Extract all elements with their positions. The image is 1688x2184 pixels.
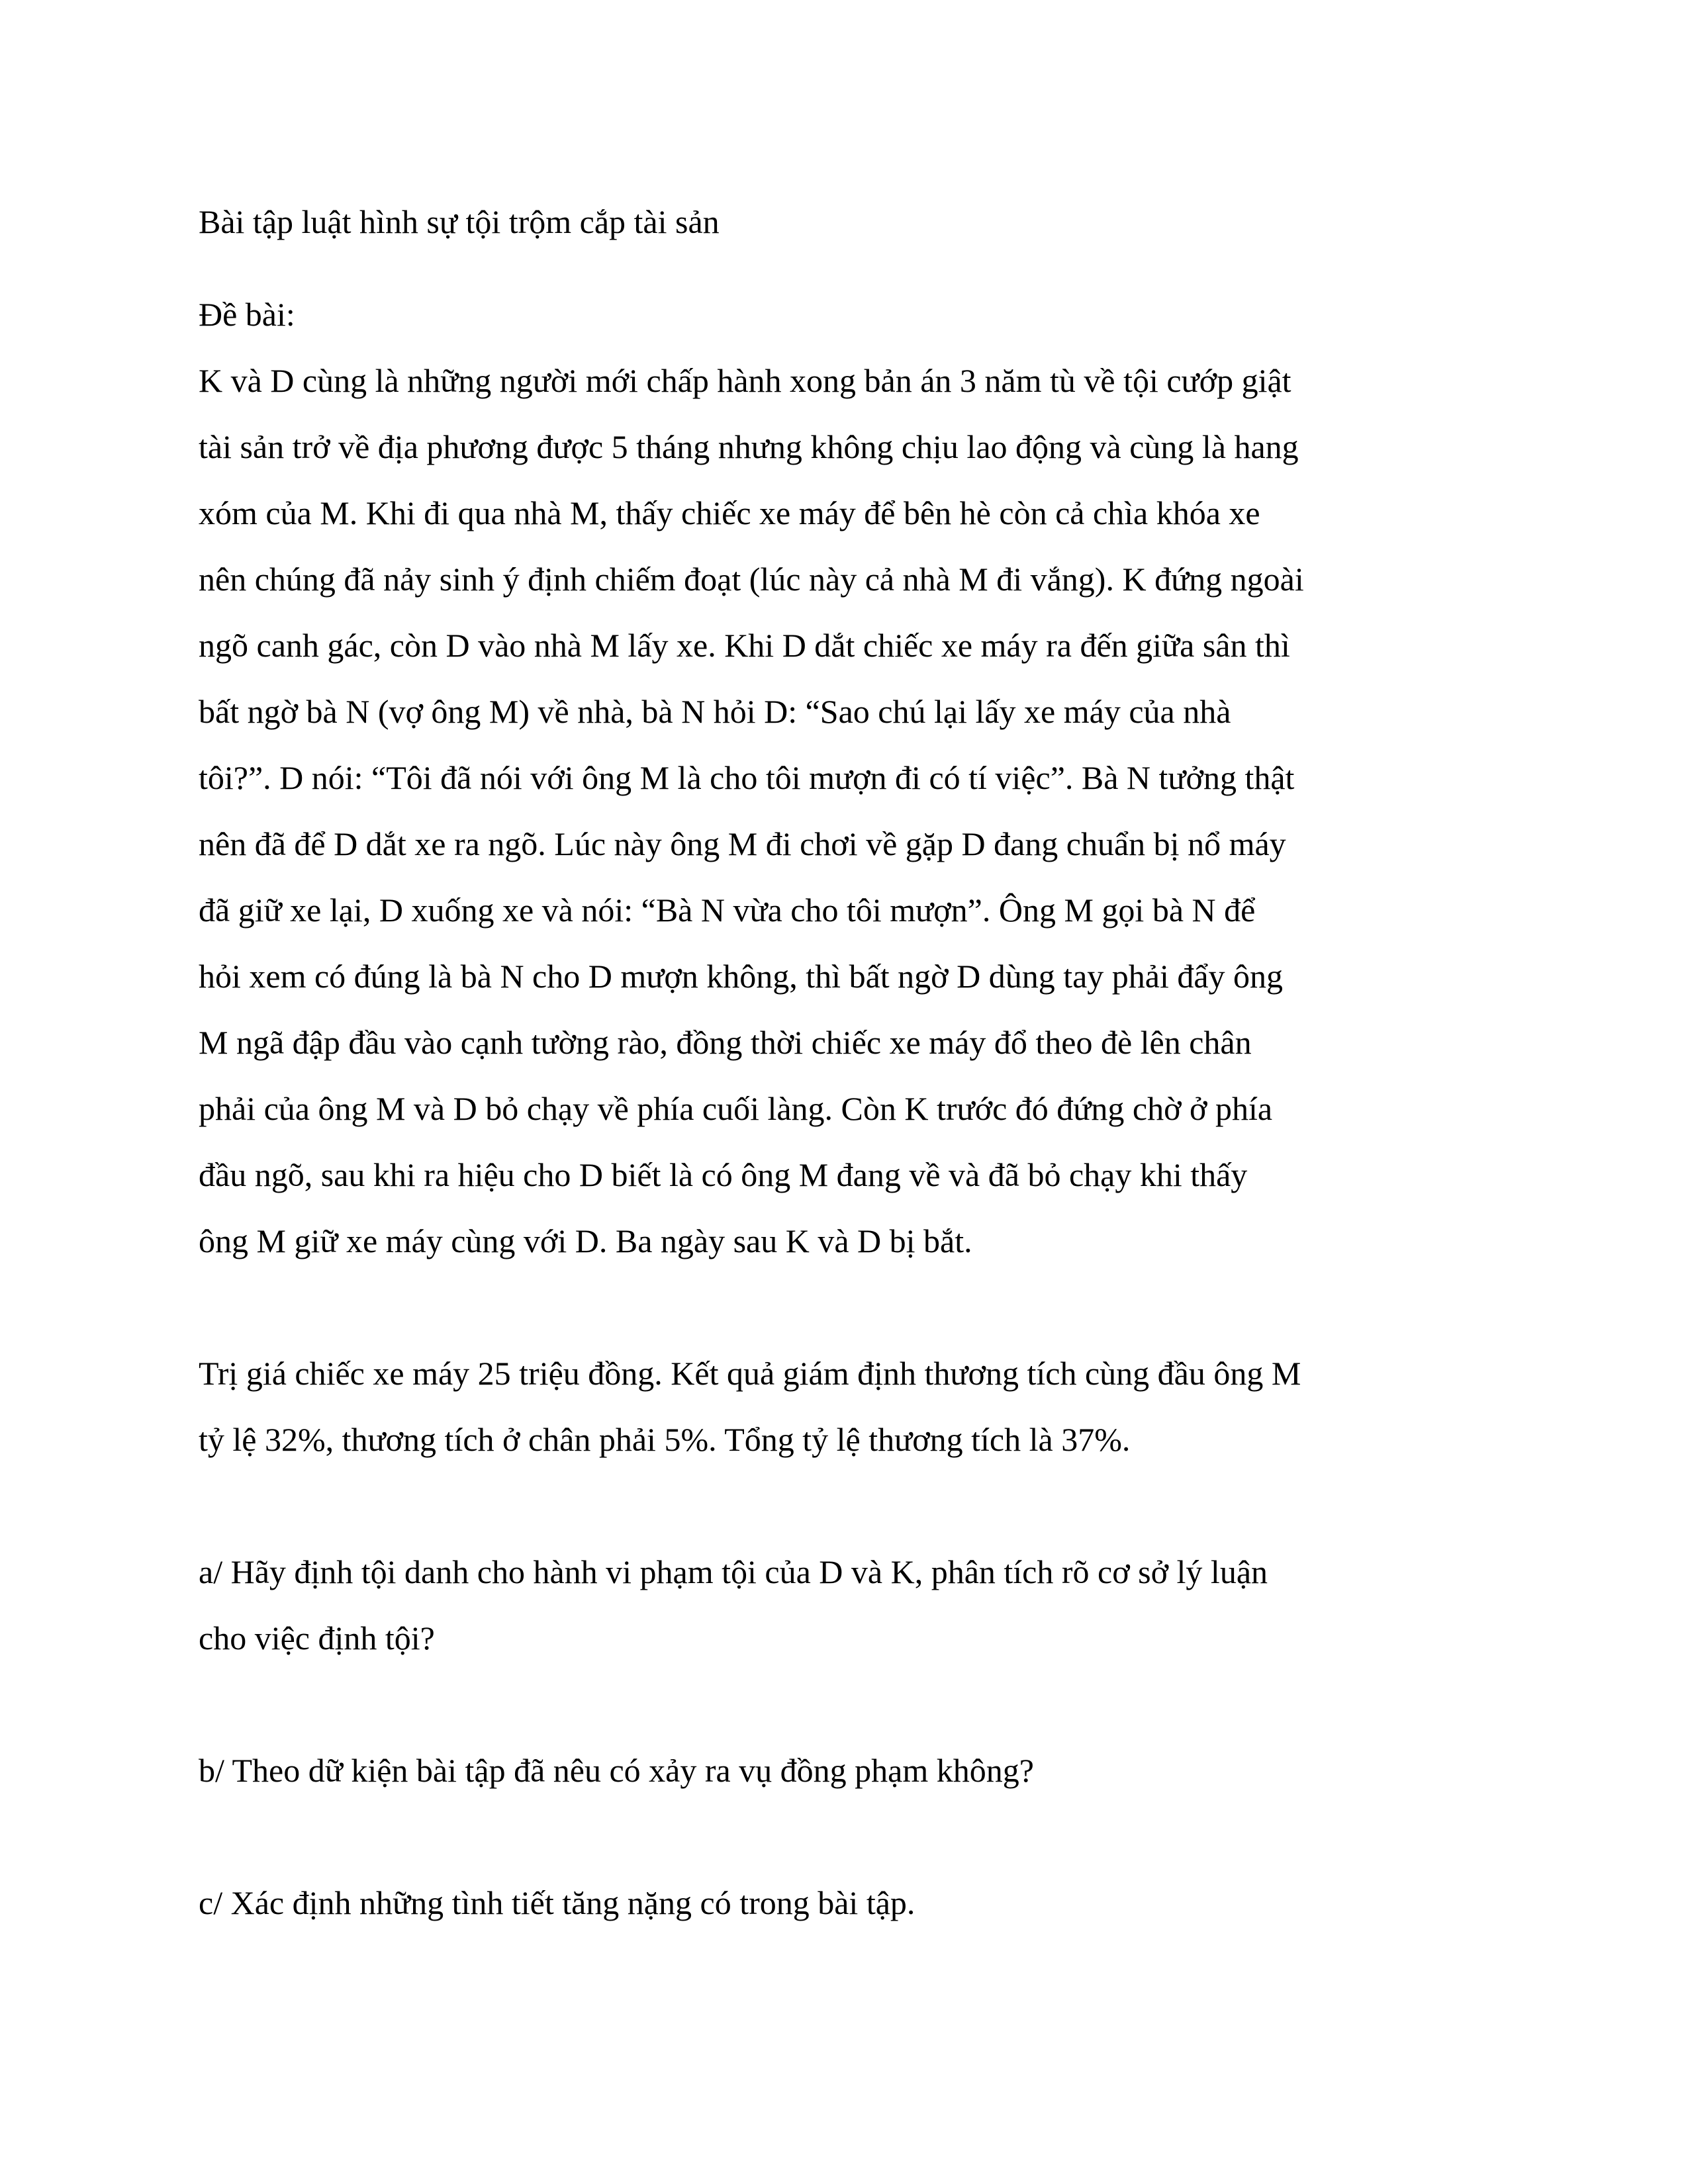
scenario-line: phải của ông M và D bỏ chạy về phía cuối làng. Còn K trước đó đứng chờ ở phía [199,1090,1273,1127]
scenario-line: tài sản trở về địa phương được 5 tháng nhưng không chịu lao động và cùng là hang [199,428,1299,465]
scenario-line: nên đã để D dắt xe ra ngõ. Lúc này ông M đi chơi về gặp D đang chuẩn bị nổ máy [199,825,1286,862]
question-b: b/ Theo dữ kiện bài tập đã nêu có xảy ra vụ đồng phạm không? [199,1752,1034,1789]
question-c: c/ Xác định những tình tiết tăng nặng có trong bài tập. [199,1884,915,1921]
scenario-paragraph [199,347,1304,1274]
scenario-line: bất ngờ bà N (vợ ông M) về nhà, bà N hỏi D: “Sao chú lại lấy xe máy của nhà [199,693,1231,730]
facts-line: tỷ lệ 32%, thương tích ở chân phải 5%. Tổng tỷ lệ thương tích là 37%. [199,1421,1131,1458]
question-a-line: cho việc định tội? [199,1619,435,1657]
facts-paragraph [199,1340,1301,1473]
scenario-line: ngõ canh gác, còn D vào nhà M lấy xe. Khi D dắt chiếc xe máy ra đến giữa sân thì [199,627,1290,664]
scenario-line: K và D cùng là những người mới chấp hành xong bản án 3 năm tù về tội cướp giật [199,362,1291,399]
scenario-line: ông M giữ xe máy cùng với D. Ba ngày sau K và D bị bắt. [199,1222,972,1259]
question-a [199,1539,1268,1671]
scenario-line: xóm của M. Khi đi qua nhà M, thấy chiếc xe máy để bên hè còn cả chìa khóa xe [199,494,1260,531]
section-heading: Đề bài: [199,296,295,333]
scenario-line: M ngã đập đầu vào cạnh tường rào, đồng thời chiếc xe máy đổ theo đè lên chân [199,1024,1252,1061]
question-a-line: a/ Hãy định tội danh cho hành vi phạm tội của D và K, phân tích rõ cơ sở lý luận [199,1553,1268,1590]
scenario-line: nên chúng đã nảy sinh ý định chiếm đoạt (lúc này cả nhà M đi vắng). K đứng ngoài [199,561,1304,598]
scenario-line: hỏi xem có đúng là bà N cho D mượn không, thì bất ngờ D dùng tay phải đẩy ông [199,958,1284,995]
scenario-line: tôi?”. D nói: “Tôi đã nói với ông M là cho tôi mượn đi có tí việc”. Bà N tưởng thật [199,759,1295,796]
document-title: Bài tập luật hình sự tội trộm cắp tài sản [199,203,720,240]
scenario-line: đầu ngõ, sau khi ra hiệu cho D biết là có ông M đang về và đã bỏ chạy khi thấy [199,1156,1248,1193]
scenario-line: đã giữ xe lại, D xuống xe và nói: “Bà N vừa cho tôi mượn”. Ông M gọi bà N để [199,891,1256,929]
facts-line: Trị giá chiếc xe máy 25 triệu đồng. Kết quả giám định thương tích cùng đầu ông M [199,1355,1301,1392]
